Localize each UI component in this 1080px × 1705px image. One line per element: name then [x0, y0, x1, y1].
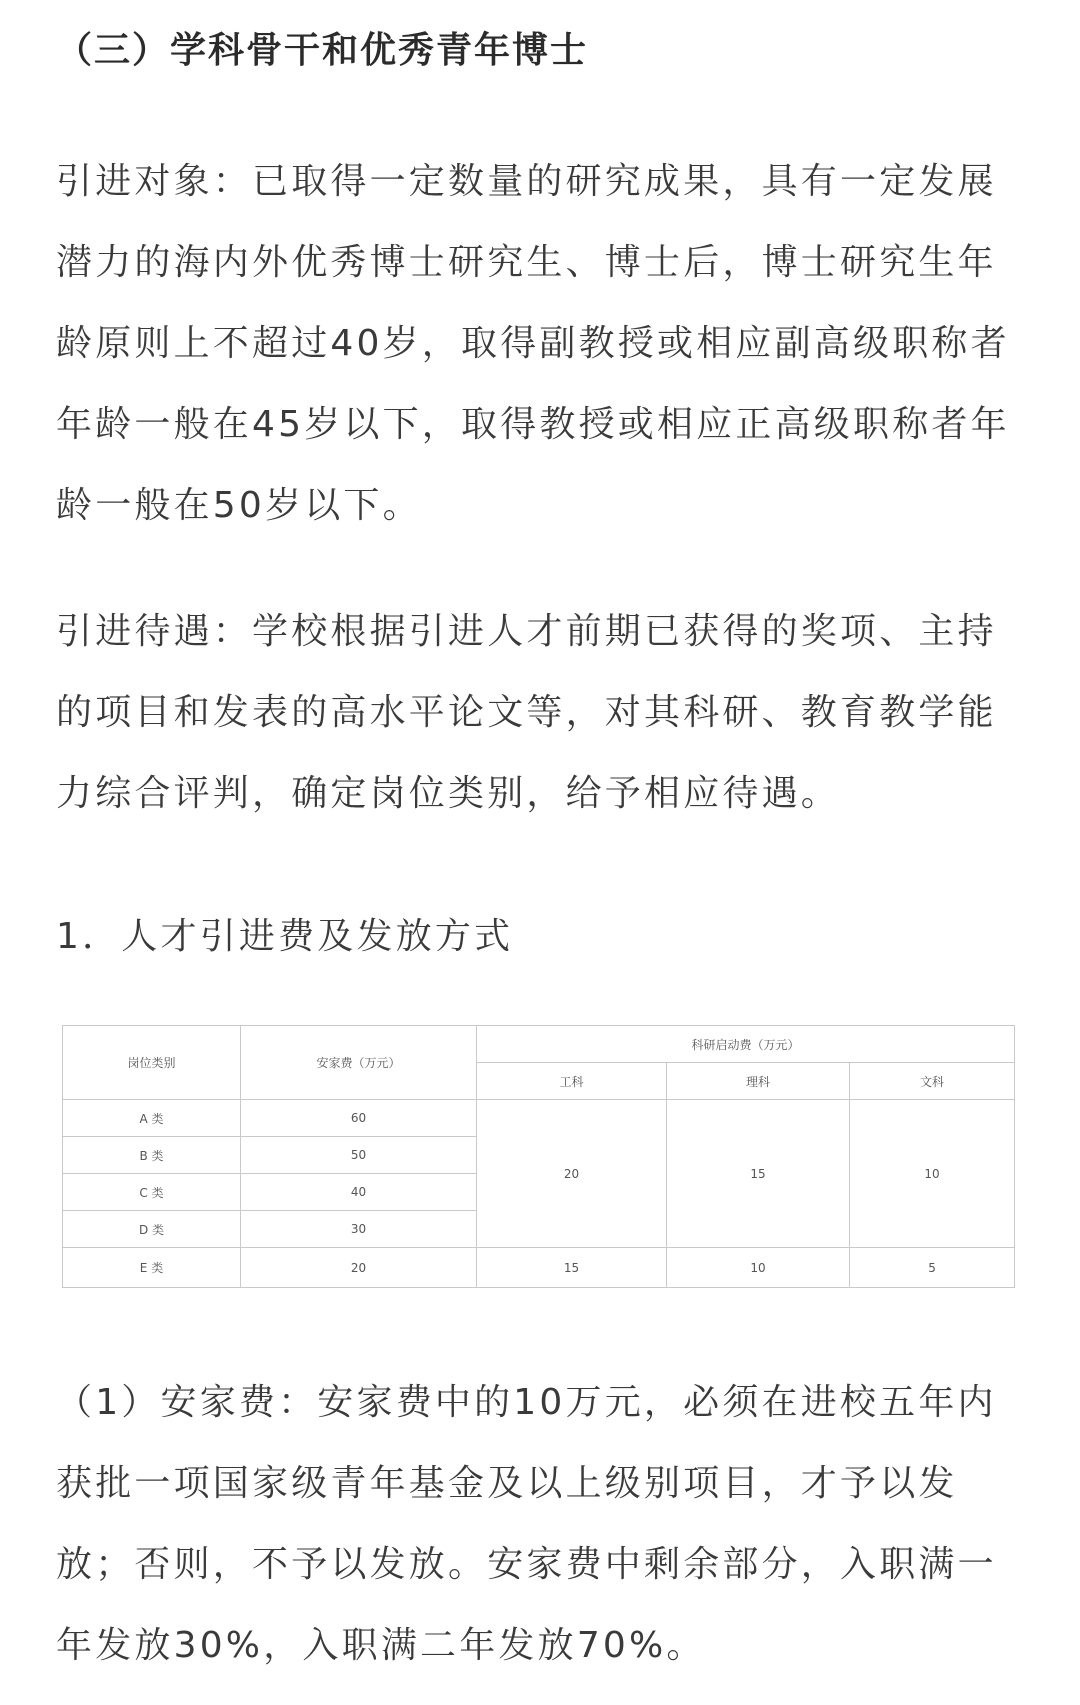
header-engineering: 工科: [477, 1063, 667, 1100]
row-category: B 类: [63, 1137, 241, 1174]
table-row: [63, 1248, 1015, 1288]
fee-table-container: [62, 1025, 1014, 1288]
row-liberal-arts-fee: 5: [850, 1248, 1015, 1288]
row-settling-fee: 20: [241, 1248, 477, 1288]
header-science: 理科: [667, 1063, 850, 1100]
recruit-target-paragraph: 引进对象：已取得一定数量的研究成果，具有一定发展潜力的海内外优秀博士研究生、博士后，博士研究生年龄原则上不超过40岁，取得副教授或相应副高级职称者年龄一般在45岁以下，取得教授或相应正高级职称者年龄一般在50岁以下。: [56, 161, 1010, 526]
row-category: E 类: [63, 1248, 241, 1288]
settling-fee-note: （1）安家费：安家费中的10万元，必须在进校五年内获批一项国家级青年基金及以上级别项目，才予以发放；否则，不予以发放。安家费中剩余部分，入职满一年发放30%，入职满二年发放70%。: [56, 1382, 997, 1666]
fee-table: [62, 1025, 1015, 1288]
row-category: C 类: [63, 1174, 241, 1211]
header-category: 岗位类别: [63, 1026, 241, 1100]
header-liberal-arts: 文科: [850, 1063, 1015, 1100]
table-header-row: [63, 1026, 1015, 1063]
row-settling-fee: 60: [241, 1100, 477, 1137]
section-heading: （三）学科骨干和优秀青年博士: [56, 30, 589, 71]
header-settling-fee: 安家费（万元）: [241, 1026, 477, 1100]
row-category: A 类: [63, 1100, 241, 1137]
fee-section-title: 1．人才引进费及发放方式: [56, 916, 514, 957]
row-science-fee: 10: [667, 1248, 850, 1288]
row-settling-fee: 40: [241, 1174, 477, 1211]
row-category: D 类: [63, 1211, 241, 1248]
row-settling-fee: 30: [241, 1211, 477, 1248]
header-startup-fee: 科研启动费（万元）: [477, 1026, 1015, 1063]
row-settling-fee: 50: [241, 1137, 477, 1174]
recruit-treatment-paragraph: 引进待遇：学校根据引进人才前期已获得的奖项、主持的项目和发表的高水平论文等，对其科研、教育教学能力综合评判，确定岗位类别，给予相应待遇。: [56, 611, 997, 814]
merged-science-fee: 15: [667, 1100, 850, 1248]
row-engineering-fee: 15: [477, 1248, 667, 1288]
merged-engineering-fee: 20: [477, 1100, 667, 1248]
table-row: [63, 1100, 1015, 1137]
merged-liberal-arts-fee: 10: [850, 1100, 1015, 1248]
